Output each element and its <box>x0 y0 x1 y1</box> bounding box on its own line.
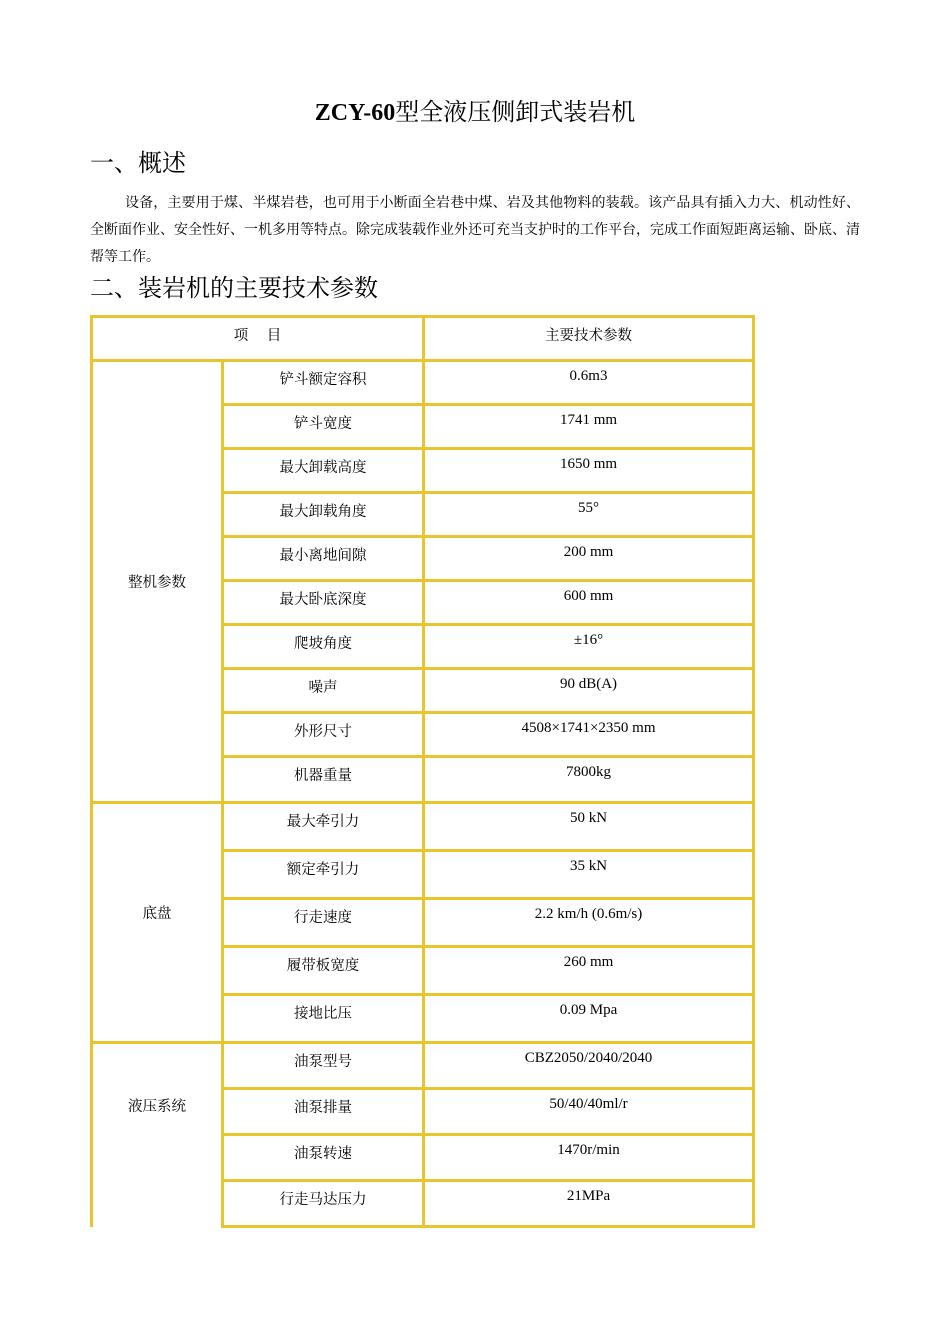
row-label: 油泵排量 <box>223 1089 424 1135</box>
group-label: 液压系统 <box>92 1043 223 1227</box>
row-label: 机器重量 <box>223 757 424 803</box>
row-value: 1470r/min <box>424 1135 754 1181</box>
row-value: 35 kN <box>424 851 754 899</box>
row-label: 行走马达压力 <box>223 1181 424 1227</box>
header-item: 项 目 <box>92 317 424 361</box>
row-value: 1741 mm <box>424 405 754 449</box>
row-value: 260 mm <box>424 947 754 995</box>
row-value: 0.09 Mpa <box>424 995 754 1043</box>
intro-paragraph: 设备，主要用于煤、半煤岩巷，也可用于小断面全岩巷中煤、岩及其他物料的装载。该产品具有插入力大、机动性好、全断面作业、安全性好、一机多用等特点。除完成装载作业外还可充当支护时的工作平台，完成工作面短距离运输、卧底、清帮等工作。 <box>90 195 860 265</box>
row-label: 噪声 <box>223 669 424 713</box>
document-title <box>0 92 950 127</box>
group-label: 底盘 <box>92 803 223 1043</box>
row-value: 1650 mm <box>424 449 754 493</box>
row-value: 50/40/40ml/r <box>424 1089 754 1135</box>
row-label: 最小离地间隙 <box>223 537 424 581</box>
row-label: 爬坡角度 <box>223 625 424 669</box>
table-row <box>92 1043 754 1089</box>
row-label: 铲斗额定容积 <box>223 361 424 405</box>
section-heading-specs: 二、装岩机的主要技术参数 <box>90 274 378 302</box>
group-label: 整机参数 <box>92 361 223 803</box>
row-value: 90 dB(A) <box>424 669 754 713</box>
section-heading-overview: 一、概述 <box>90 149 186 177</box>
row-label: 接地比压 <box>223 995 424 1043</box>
row-label: 油泵型号 <box>223 1043 424 1089</box>
row-value: 2.2 km/h (0.6m/s) <box>424 899 754 947</box>
row-label: 油泵转速 <box>223 1135 424 1181</box>
row-label: 最大卧底深度 <box>223 581 424 625</box>
row-value: 55° <box>424 493 754 537</box>
row-value: 7800kg <box>424 757 754 803</box>
table-row <box>92 803 754 851</box>
row-value: 0.6m3 <box>424 361 754 405</box>
row-label: 外形尺寸 <box>223 713 424 757</box>
row-value: 600 mm <box>424 581 754 625</box>
row-label: 最大卸载高度 <box>223 449 424 493</box>
table-header-row <box>92 317 754 361</box>
header-param: 主要技术参数 <box>424 317 754 361</box>
row-value: CBZ2050/2040/2040 <box>424 1043 754 1089</box>
row-label: 履带板宽度 <box>223 947 424 995</box>
row-label: 最大牵引力 <box>223 803 424 851</box>
row-label: 额定牵引力 <box>223 851 424 899</box>
spec-table <box>90 315 755 1228</box>
row-value: ±16° <box>424 625 754 669</box>
row-value: 200 mm <box>424 537 754 581</box>
title-text: 型全液压侧卸式装岩机 <box>395 98 636 126</box>
row-value: 21MPa <box>424 1181 754 1227</box>
title-model: ZCY-60 <box>314 100 396 126</box>
row-value: 50 kN <box>424 803 754 851</box>
row-label: 最大卸载角度 <box>223 493 424 537</box>
row-value: 4508×1741×2350 mm <box>424 713 754 757</box>
row-label: 行走速度 <box>223 899 424 947</box>
row-label: 铲斗宽度 <box>223 405 424 449</box>
table-row <box>92 361 754 405</box>
